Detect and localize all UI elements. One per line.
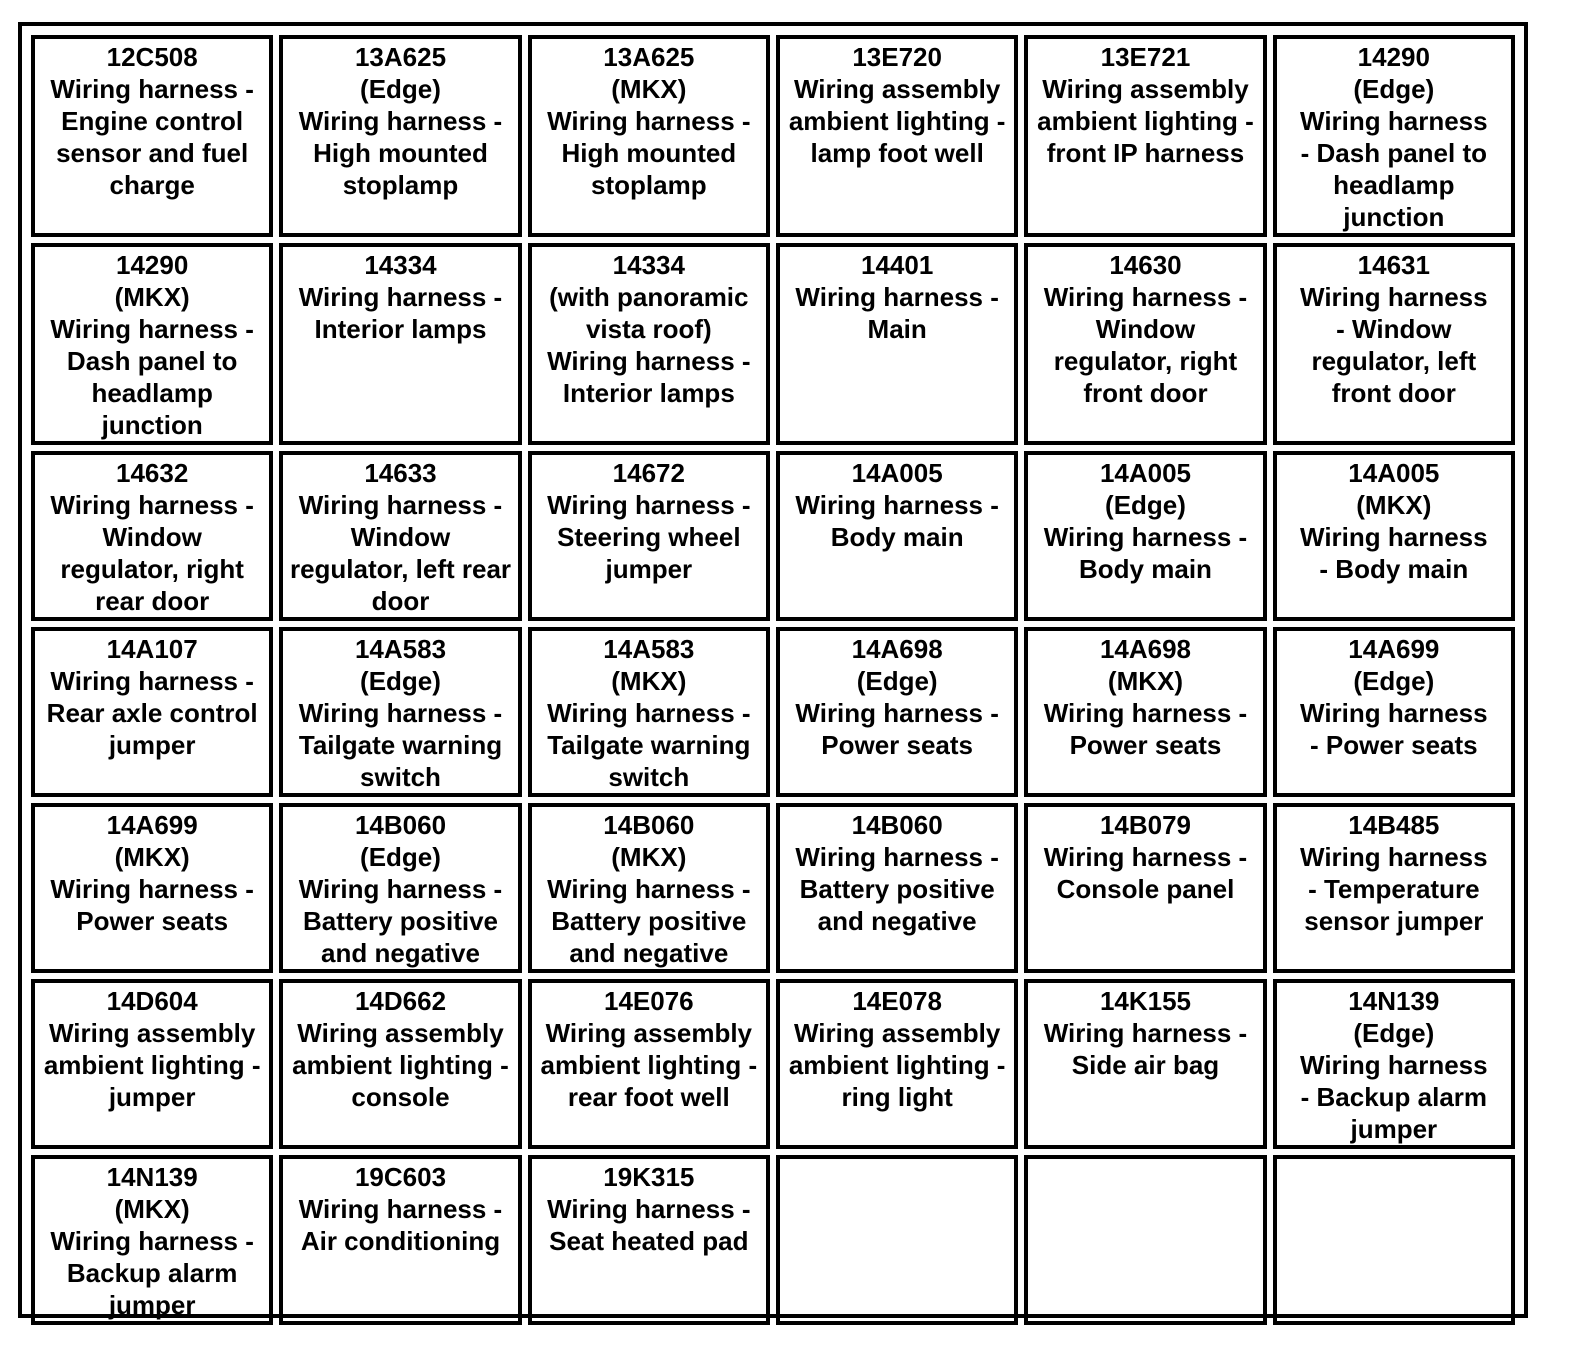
part-description-line: Wiring assembly (793, 1018, 1001, 1048)
part-description-line: ambient lighting - (540, 1050, 758, 1080)
part-description-line: jumper (1350, 1114, 1438, 1144)
part-description-line: Wiring assembly (48, 1018, 256, 1048)
part-description-line: sensor jumper (1304, 906, 1484, 936)
part-description-line: (Edge) (1353, 1018, 1435, 1048)
part-cell (776, 979, 1018, 1149)
part-cell (528, 451, 770, 621)
part-description-line: - Window (1336, 314, 1452, 344)
part-cell (528, 803, 770, 973)
empty-cell (776, 1155, 1018, 1325)
part-description-line: Wiring harness - (50, 314, 254, 344)
part-description-line: Wiring assembly (297, 1018, 504, 1048)
part-description-line: Battery positive (302, 906, 499, 936)
empty-cell (1273, 1155, 1515, 1325)
part-cell (776, 243, 1018, 445)
part-number: 14A699 (106, 810, 198, 840)
part-cell (1273, 979, 1515, 1149)
part-description-line: Interior lamps (562, 378, 735, 408)
part-description-line: and negative (569, 938, 729, 968)
part-number: 14401 (860, 250, 934, 280)
part-number: 14A698 (851, 634, 943, 664)
part-description-line: Wiring harness - (298, 106, 503, 136)
part-description-line: (Edge) (856, 666, 938, 696)
part-description-line: Wiring harness - (795, 698, 999, 728)
part-description-line: Battery positive (799, 874, 995, 904)
part-cell (776, 35, 1018, 237)
part-number: 14633 (364, 458, 437, 488)
part-cell (279, 243, 521, 445)
part-description-line: switch (360, 762, 441, 792)
part-cell (31, 1155, 273, 1325)
part-description-line: Wiring harness - (298, 282, 503, 312)
part-cell (1024, 243, 1266, 445)
part-number: 19C603 (354, 1162, 447, 1192)
part-description-line: stoplamp (591, 170, 707, 200)
part-description-line: Dash panel to (66, 346, 238, 376)
part-description-line: headlamp (1333, 170, 1455, 200)
part-cell (1273, 243, 1515, 445)
part-cell (1024, 451, 1266, 621)
part-cell (528, 243, 770, 445)
part-description-line: (MKX) (114, 282, 190, 312)
part-description-line: Side air bag (1071, 1050, 1220, 1080)
part-description-line: regulator, left rear (289, 554, 512, 584)
part-description-line: Wiring assembly (545, 1018, 753, 1048)
part-cell (279, 35, 521, 237)
part-cell (528, 1155, 770, 1325)
part-description-line: (MKX) (611, 666, 687, 696)
part-description-line: rear door (95, 586, 210, 616)
part-description-line: ambient lighting - (1037, 106, 1254, 136)
part-number: 14334 (364, 250, 437, 280)
part-description-line: Battery positive (551, 906, 747, 936)
part-cell (1273, 451, 1515, 621)
part-description-line: Wiring harness - (50, 490, 254, 520)
part-number: 14A005 (851, 458, 943, 488)
part-number: 14632 (116, 458, 189, 488)
part-cell (279, 979, 521, 1149)
part-number: 14D604 (106, 986, 198, 1016)
part-description-line: Wiring harness - (1043, 282, 1248, 312)
part-description-line: Engine control (61, 106, 244, 136)
part-number: 14E078 (852, 986, 942, 1016)
part-description-line: Wiring harness (1300, 1050, 1488, 1080)
part-description-line: Main (867, 314, 927, 344)
table-row (31, 451, 1515, 621)
part-description-line: (MKX) (114, 842, 190, 872)
part-number: 14290 (1357, 42, 1430, 72)
part-description-line: Wiring harness (1300, 842, 1488, 872)
part-description-line: vista roof) (585, 314, 712, 344)
part-description-line: junction (101, 410, 203, 440)
part-description-line: Body main (1079, 554, 1212, 584)
part-description-line: Tailgate warning (547, 730, 751, 760)
part-description-line: Wiring harness - (298, 874, 503, 904)
part-description-line: Wiring harness - (50, 666, 254, 696)
part-description-line: front door (1083, 378, 1208, 408)
part-cell (1273, 627, 1515, 797)
part-description-line: junction (1343, 202, 1445, 232)
part-cell (279, 627, 521, 797)
part-number: 14B060 (354, 810, 447, 840)
part-description-line: Power seats (76, 906, 229, 936)
part-number: 14631 (1357, 250, 1430, 280)
table-row (31, 627, 1515, 797)
part-cell (776, 627, 1018, 797)
part-description-line: - Body main (1319, 554, 1469, 584)
part-number: 19K315 (603, 1162, 695, 1192)
part-description-line: Window (1095, 314, 1196, 344)
part-description-line: front IP harness (1046, 138, 1245, 168)
part-description-line: Wiring harness (1300, 698, 1488, 728)
part-cell (1273, 803, 1515, 973)
part-description-line: Wiring harness - (298, 1194, 503, 1224)
part-description-line: (MKX) (1107, 666, 1184, 696)
part-description-line: (Edge) (360, 74, 441, 104)
part-cell (279, 451, 521, 621)
part-description-line: ambient lighting - (292, 1050, 509, 1080)
part-description-line: Wiring assembly (1042, 74, 1249, 104)
part-description-line: Interior lamps (314, 314, 487, 344)
part-cell (31, 243, 273, 445)
part-description-line: ambient lighting - (788, 1050, 1006, 1080)
part-number: 14A107 (106, 634, 198, 664)
part-description-line: Wiring harness (1300, 106, 1488, 136)
part-description-line: Wiring harness - (50, 874, 254, 904)
part-cell (1024, 627, 1266, 797)
part-description-line: Window (350, 522, 451, 552)
part-description-line: charge (109, 170, 195, 200)
table-row (31, 1155, 1515, 1325)
part-number: 14B060 (603, 810, 695, 840)
part-number: 14A005 (1099, 458, 1192, 488)
part-description-line: - Power seats (1310, 730, 1478, 760)
part-description-line: Steering wheel (557, 522, 741, 552)
part-number: 14A699 (1348, 634, 1440, 664)
part-number: 14672 (612, 458, 685, 488)
part-number: 14A005 (1348, 458, 1440, 488)
part-description-line: Wiring harness - (1043, 698, 1248, 728)
part-description-line: Wiring harness (1300, 522, 1488, 552)
part-description-line: Wiring harness - (50, 1226, 254, 1256)
part-description-line: Wiring harness - (1043, 842, 1248, 872)
part-description-line: (MKX) (611, 74, 687, 104)
part-cell (776, 803, 1018, 973)
table-row (31, 803, 1515, 973)
part-number: 14N139 (1348, 986, 1440, 1016)
part-number: 12C508 (106, 42, 198, 72)
part-cell (279, 1155, 521, 1325)
part-description-line: High mounted (561, 138, 737, 168)
part-number: 14D662 (354, 986, 447, 1016)
part-description-line: Wiring harness - (547, 346, 751, 376)
part-cell (776, 451, 1018, 621)
part-description-line: Backup alarm (66, 1258, 238, 1288)
part-description-line: Wiring harness - (547, 106, 751, 136)
part-description-line: sensor and fuel (56, 138, 249, 168)
part-description-line: Wiring harness - (298, 698, 503, 728)
part-description-line: ambient lighting - (43, 1050, 261, 1080)
part-description-line: Tailgate warning (298, 730, 503, 760)
part-description-line: (Edge) (1353, 666, 1435, 696)
part-description-line: Power seats (1069, 730, 1222, 760)
part-cell (31, 451, 273, 621)
part-cell (1024, 803, 1266, 973)
parts-table-frame (18, 22, 1528, 1318)
part-description-line: Wiring harness - (795, 842, 999, 872)
part-description-line: (Edge) (1105, 490, 1186, 520)
part-number: 13E721 (1100, 42, 1191, 72)
part-description-line: (Edge) (1353, 74, 1435, 104)
part-description-line: regulator, right (60, 554, 244, 584)
parts-table (25, 29, 1521, 1331)
part-description-line: - Temperature (1308, 874, 1480, 904)
part-number: 13A625 (354, 42, 447, 72)
part-description-line: (Edge) (360, 666, 441, 696)
part-description-line: switch (608, 762, 690, 792)
part-cell (1024, 979, 1266, 1149)
part-cell (1273, 35, 1515, 237)
part-description-line: rear foot well (567, 1082, 730, 1112)
part-description-line: Seat heated pad (549, 1226, 749, 1256)
part-description-line: Wiring harness - (1043, 1018, 1248, 1048)
part-description-line: Wiring harness - (547, 1194, 751, 1224)
part-description-line: (MKX) (611, 842, 687, 872)
part-description-line: (with panoramic (549, 282, 749, 312)
part-description-line: front door (1331, 378, 1456, 408)
part-description-line: (MKX) (1356, 490, 1432, 520)
part-description-line: jumper (605, 554, 693, 584)
part-cell (1024, 35, 1266, 237)
part-cell (279, 803, 521, 973)
part-description-line: and negative (321, 938, 480, 968)
part-number: 14630 (1109, 250, 1182, 280)
part-description-line: Rear axle control (46, 698, 258, 728)
part-cell (31, 803, 273, 973)
part-number: 14E076 (603, 986, 694, 1016)
part-description-line: console (351, 1082, 450, 1112)
part-description-line: regulator, right (1053, 346, 1238, 376)
part-description-line: Wiring harness (1300, 282, 1488, 312)
part-description-line: Air conditioning (300, 1226, 501, 1256)
part-description-line: Wiring harness - (795, 282, 999, 312)
part-description-line: ambient lighting - (788, 106, 1006, 136)
part-number: 14334 (612, 250, 685, 280)
part-description-line: Wiring harness - (547, 698, 751, 728)
part-cell (31, 979, 273, 1149)
part-description-line: Body main (830, 522, 964, 552)
part-description-line: regulator, left (1311, 346, 1477, 376)
table-row (31, 979, 1515, 1149)
part-number: 13A625 (603, 42, 695, 72)
part-number: 13E720 (852, 42, 942, 72)
part-cell (528, 979, 770, 1149)
table-row (31, 35, 1515, 237)
part-cell (528, 627, 770, 797)
part-number: 14A698 (1099, 634, 1192, 664)
part-number: 14N139 (106, 1162, 198, 1192)
part-description-line: - Dash panel to (1300, 138, 1487, 168)
part-description-line: headlamp (91, 378, 213, 408)
part-description-line: jumper (108, 730, 196, 760)
part-cell (31, 35, 273, 237)
part-number: 14B060 (851, 810, 943, 840)
part-description-line: Wiring assembly (793, 74, 1001, 104)
part-description-line: Wiring harness - (547, 490, 751, 520)
part-description-line: Power seats (821, 730, 974, 760)
part-description-line: jumper (108, 1290, 196, 1320)
part-description-line: ring light (841, 1082, 953, 1112)
part-number: 14290 (116, 250, 189, 280)
part-description-line: Wiring harness - (1043, 522, 1248, 552)
part-description-line: Window (102, 522, 202, 552)
part-description-line: Wiring harness - (50, 74, 254, 104)
part-number: 14B079 (1099, 810, 1192, 840)
part-description-line: door (371, 586, 430, 616)
part-description-line: jumper (108, 1082, 196, 1112)
part-number: 14A583 (603, 634, 695, 664)
part-description-line: (MKX) (114, 1194, 190, 1224)
part-cell (31, 627, 273, 797)
part-description-line: Wiring harness - (547, 874, 751, 904)
part-description-line: High mounted (313, 138, 488, 168)
part-number: 14A583 (354, 634, 447, 664)
part-description-line: Console panel (1056, 874, 1235, 904)
part-number: 14B485 (1348, 810, 1440, 840)
part-description-line: and negative (817, 906, 977, 936)
part-description-line: - Backup alarm (1300, 1082, 1488, 1112)
part-number: 14K155 (1099, 986, 1192, 1016)
table-row (31, 243, 1515, 445)
part-description-line: Wiring harness - (795, 490, 999, 520)
part-description-line: Wiring harness - (298, 490, 503, 520)
part-description-line: stoplamp (342, 170, 459, 200)
empty-cell (1024, 1155, 1266, 1325)
part-description-line: lamp foot well (810, 138, 984, 168)
part-cell (528, 35, 770, 237)
part-description-line: (Edge) (360, 842, 441, 872)
